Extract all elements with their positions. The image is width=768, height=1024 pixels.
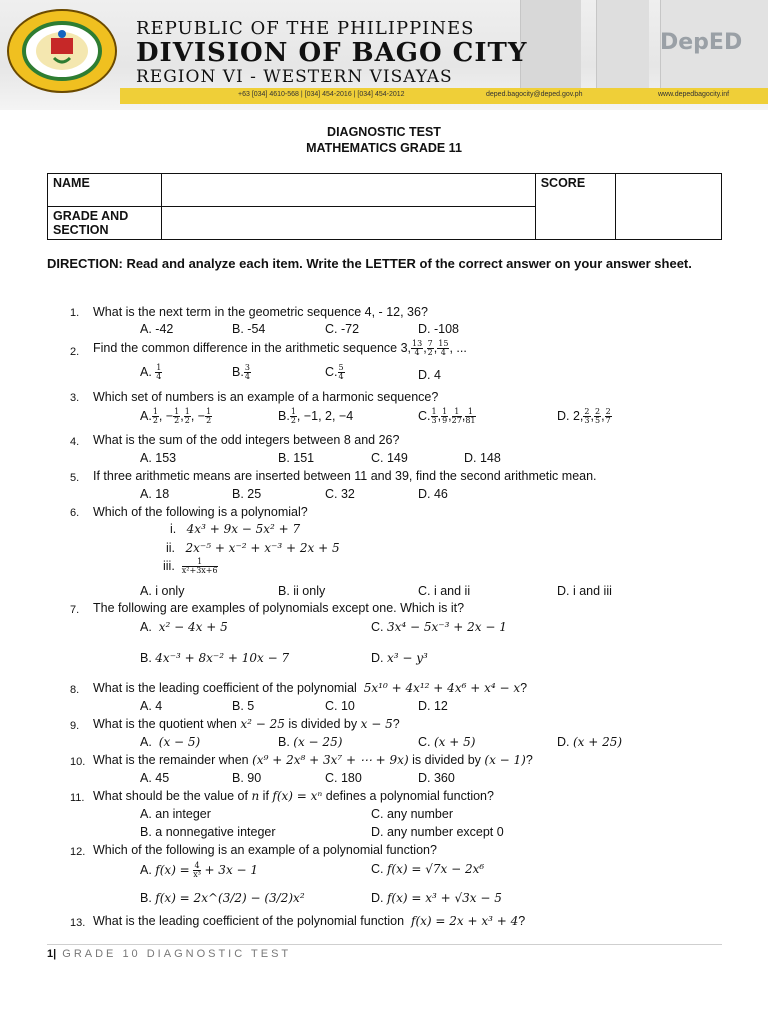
division-heading: DIVISION OF BAGO CITY: [136, 38, 528, 68]
choice-a: A. -42: [140, 322, 174, 336]
question-number: 13.: [70, 917, 86, 929]
choice-b: B. (x − 25): [278, 735, 343, 749]
choice-a: A. x² − 4x + 5: [140, 620, 228, 634]
choice-b: B. ii only: [278, 584, 326, 598]
choice-a: A. 153: [140, 451, 177, 465]
region-heading: REGION VI - WESTERN VISAYAS: [136, 67, 453, 87]
choice-d: D. x³ − y³: [371, 651, 428, 665]
choice-d: D. i and iii: [557, 584, 612, 598]
phone-numbers: +63 [034] 4610-568 | [034] 454-2016 | [034] 454-2012: [238, 91, 405, 98]
score-field[interactable]: [615, 174, 721, 240]
choice-c: C. (x + 5): [418, 735, 476, 749]
choice-d: D. 2, $\frac{2}{3}$ , $\frac{2}{5}$ , $\frac{2}{7}$: [557, 407, 611, 425]
choice-d: D. 148: [464, 451, 501, 465]
contact-bar: [120, 88, 768, 104]
choice-c: C. i and ii: [418, 584, 471, 598]
grade-section-label: GRADE AND SECTION: [48, 207, 162, 240]
choice-a: A. f(x) = $\frac{4}{\text{x³}}$ + 3x − 1: [140, 861, 259, 879]
question-text: What is the remainder when (x⁹ + 2x⁸ + 3x⁷ + ⋯ + 9x) is divided by (x − 1)?: [93, 753, 533, 767]
option-ii: ii. 2x⁻⁵ + x⁻² + x⁻³ + 2x + 5: [166, 541, 340, 555]
choice-c: C. 180: [325, 771, 362, 785]
question-text: What is the leading coefficient of the polynomial 5x¹⁰ + 4x¹² + 4x⁶ + x⁴ − x?: [93, 681, 528, 695]
direction-text: DIRECTION: Read and analyze each item. Write the LETTER of the correct answer on your answer sheet.: [47, 256, 692, 271]
choice-c: C. 149: [371, 451, 408, 465]
choice-b: B. $\frac{3}{4}$: [232, 363, 250, 381]
choice-d: D. (x + 25): [557, 735, 623, 749]
choice-c: C. 3x⁴ − 5x⁻³ + 2x − 1: [371, 620, 507, 634]
footer-text: GRADE 10 DIAGNOSTIC TEST: [62, 948, 292, 960]
option-i: i. 4x³ + 9x − 5x² + 7: [170, 522, 301, 536]
email-address: deped.bagocity@deped.gov.ph: [486, 91, 583, 98]
choice-d: D. 12: [418, 699, 448, 713]
deped-wall-text: DepED: [660, 30, 743, 55]
question-number: 1.: [70, 307, 80, 319]
choice-c: C. any number: [371, 807, 453, 821]
choice-b: B. -54: [232, 322, 266, 336]
choice-a: A. i only: [140, 584, 185, 598]
page-footer: 1| GRADE 10 DIAGNOSTIC TEST: [47, 948, 292, 960]
choice-c: C. $\frac{1}{3}$ , $\frac{1}{9}$ , $\frac{1}{27}$ , $\frac{1}{81}$: [418, 407, 476, 425]
choice-b: B. 151: [278, 451, 315, 465]
footer-divider: [47, 944, 722, 945]
choice-c: C. 32: [325, 487, 355, 501]
option-iii: iii. $\frac{1}{\text{x²+3x+6}}$: [163, 557, 218, 575]
choice-d: D. -108: [418, 322, 459, 336]
question-number: 6.: [70, 507, 80, 519]
building-photo: [520, 0, 581, 88]
test-subtitle: MATHEMATICS GRADE 11: [306, 141, 462, 155]
choice-a: A. $\frac{1}{4}$: [140, 363, 162, 381]
letterhead: [0, 0, 768, 110]
question-number: 11.: [70, 792, 85, 804]
choice-d: D. any number except 0: [371, 825, 504, 839]
question-text: What is the quotient when x² − 25 is divided by x − 5?: [93, 717, 400, 731]
choice-a: A. 4: [140, 699, 163, 713]
name-field[interactable]: [162, 174, 536, 207]
choice-b: B. 90: [232, 771, 262, 785]
republic-heading: REPUBLIC OF THE PHILIPPINES: [136, 18, 475, 39]
question-number: 7.: [70, 604, 80, 616]
question-text: What is the sum of the odd integers between 8 and 26?: [93, 433, 400, 447]
choice-d: D. 360: [418, 771, 455, 785]
student-info-table: [47, 173, 722, 240]
choice-d: D. f(x) = x³ + √3x − 5: [371, 891, 502, 905]
choice-b: B. f(x) = 2x^(3/2) − (3/2)x²: [140, 891, 305, 905]
question-text: What is the next term in the geometric sequence 4, - 12, 36?: [93, 305, 428, 319]
question-number: 5.: [70, 472, 80, 484]
deped-seal-icon: [6, 8, 118, 94]
question-number: 9.: [70, 720, 80, 732]
question-number: 12.: [70, 846, 86, 858]
question-number: 4.: [70, 436, 80, 448]
grade-section-field[interactable]: [162, 207, 536, 240]
choice-c: C. f(x) = √7x − 2x⁶: [371, 862, 485, 876]
choice-b: B. 4x⁻³ + 8x⁻² + 10x − 7: [140, 651, 290, 665]
question-number: 8.: [70, 684, 80, 696]
choice-a: A. 18: [140, 487, 170, 501]
choice-a: A. $\frac{1}{2}$ , − $\frac{1}{2}$ , $\frac{1}{2}$ , − $\frac{1}{2}$: [140, 407, 212, 425]
choice-b: B. a nonnegative integer: [140, 825, 276, 839]
building-photo: [596, 0, 649, 88]
choice-d: D. 4: [418, 368, 441, 382]
score-label: SCORE: [535, 174, 615, 240]
question-number: 3.: [70, 392, 80, 404]
choice-b: B. $\frac{1}{2}$ , −1, 2, −4: [278, 407, 354, 425]
question-number: 10.: [70, 756, 86, 768]
choice-a: A. (x − 5): [140, 735, 201, 749]
choice-a: A. 45: [140, 771, 170, 785]
test-title: DIAGNOSTIC TEST: [327, 125, 441, 139]
choice-a: A. an integer: [140, 807, 211, 821]
question-number: 2.: [70, 346, 80, 358]
question-text: If three arithmetic means are inserted between 11 and 39, find the second arithmetic mean.: [93, 469, 597, 483]
question-text: Which set of numbers is an example of a harmonic sequence?: [93, 390, 439, 404]
choice-b: B. 25: [232, 487, 262, 501]
question-text: What is the leading coefficient of the polynomial function f(x) = 2x + x³ + 4?: [93, 914, 526, 928]
name-label: NAME: [48, 174, 162, 207]
choice-c: C. $\frac{5}{4}$: [325, 363, 344, 381]
question-text: What should be the value of n if f(x) = xⁿ defines a polynomial function?: [93, 789, 494, 803]
choice-c: C. -72: [325, 322, 360, 336]
choice-d: D. 46: [418, 487, 448, 501]
choice-c: C. 10: [325, 699, 355, 713]
question-text: Find the common difference in the arithmetic sequence 3, $\frac{13}{4}$ , $\frac{7}{2}$ , $\frac{15}{4}$ , ...: [93, 339, 467, 357]
website-address: www.depedbagocity.inf: [658, 91, 730, 98]
question-text: The following are examples of polynomials except one. Which is it?: [93, 601, 465, 615]
choice-b: B. 5: [232, 699, 255, 713]
question-text: Which of the following is a polynomial?: [93, 505, 308, 519]
question-text: Which of the following is an example of a polynomial function?: [93, 843, 437, 857]
page-number: 1: [47, 948, 54, 960]
